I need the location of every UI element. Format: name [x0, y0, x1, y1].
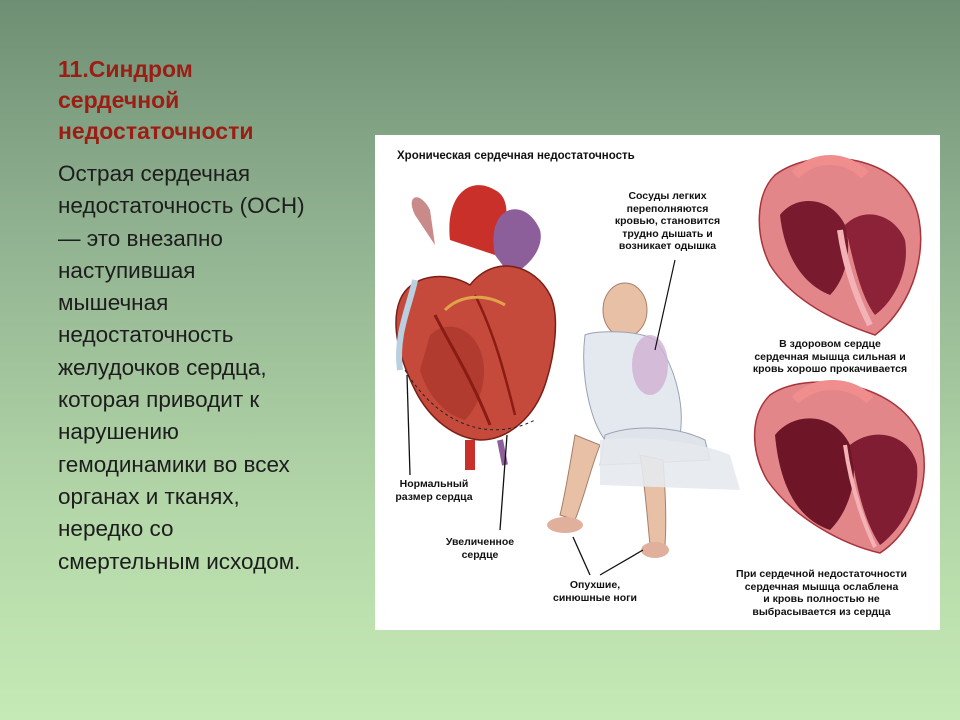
healthy-heart-drawing	[759, 158, 920, 335]
body-line: недостаточность	[58, 322, 234, 348]
lung-vessels-label	[585, 190, 750, 253]
normal-size-label	[375, 478, 493, 503]
body-line: желудочков сердца,	[58, 354, 267, 380]
body-line: смертельным исходом.	[58, 548, 301, 574]
title-line: 11.Синдром	[58, 56, 193, 82]
body-line: наступившая	[58, 257, 196, 283]
label-line: переполняются	[626, 202, 709, 215]
body-line: — это внезапно	[58, 225, 223, 251]
body-line: нередко со	[58, 516, 174, 542]
body-line: нарушению	[58, 419, 179, 445]
heart-failure-label	[703, 568, 940, 618]
title-line: сердечной	[58, 87, 180, 113]
label-line: размер сердца	[395, 490, 473, 503]
body-line: мышечная	[58, 290, 169, 316]
slide-body-text	[58, 158, 368, 578]
label-line: сердце	[461, 548, 499, 561]
label-line: возникает одышка	[618, 240, 717, 252]
label-line: выбрасывается из сердца	[752, 605, 891, 618]
healthy-heart-label	[720, 338, 940, 376]
enlarged-heart-label	[425, 536, 535, 561]
label-line: В здоровом сердце	[779, 338, 881, 350]
label-line: При сердечной недостаточности	[736, 568, 907, 580]
label-line: трудно дышать и	[622, 227, 713, 240]
label-line: Опухшие,	[569, 579, 621, 591]
label-line: и кровь полностью не	[763, 593, 880, 605]
body-line: которая приводит к	[58, 387, 260, 413]
body-line: недостаточность (ОСН)	[58, 193, 305, 219]
body-line: Острая сердечная	[58, 161, 251, 186]
label-line: Увеличенное	[445, 536, 515, 548]
heart-failure-illustration	[375, 135, 940, 630]
title-line: недостаточности	[58, 118, 254, 144]
label-line: синюшные ноги	[552, 591, 637, 604]
label-line: Сосуды легких	[628, 190, 707, 202]
label-line: сердечная мышца сильная и	[754, 350, 906, 363]
label-line: кровь хорошо прокачивается	[752, 363, 908, 375]
body-line: органах и тканях,	[58, 483, 240, 509]
label-line: кровью, становится	[614, 215, 721, 227]
label-line: Нормальный	[399, 478, 469, 490]
figure-title: Хроническая сердечная недостаточность	[397, 150, 635, 162]
body-line: гемодинамики во всех	[58, 451, 290, 477]
swollen-legs-label	[525, 579, 665, 604]
sitting-man-drawing	[547, 260, 740, 575]
slide-title	[58, 54, 358, 147]
label-line: сердечная мышца ослаблена	[744, 580, 899, 593]
failing-heart-drawing	[755, 382, 925, 553]
